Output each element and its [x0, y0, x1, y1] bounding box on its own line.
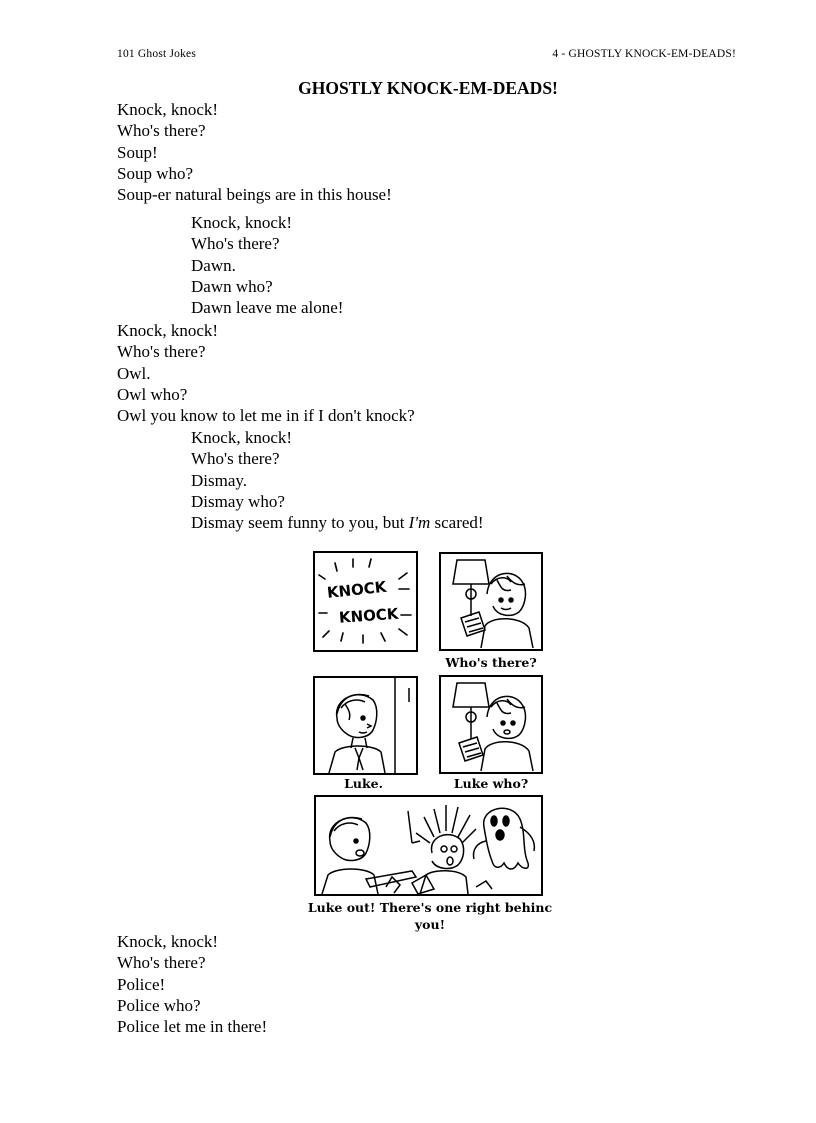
- joke-police: [117, 931, 267, 1037]
- comic-panel-visitor: [313, 676, 418, 775]
- caption-luke-out-line2: you!: [414, 917, 446, 932]
- knock-text-2: KNOCK: [338, 604, 400, 627]
- joke-line: Police who?: [117, 995, 201, 1015]
- joke-dawn: [191, 212, 343, 318]
- joke-line: Dawn who?: [191, 276, 273, 296]
- joke-line: Dawn.: [191, 255, 236, 275]
- joke-line: Knock, knock!: [117, 932, 219, 951]
- joke-line: Soup who?: [117, 163, 194, 183]
- caption-luke-out-line1: Luke out! There's one right behinc: [307, 900, 553, 915]
- knock-text-1: KNOCK: [326, 577, 388, 602]
- joke-line: Police let me in there!: [117, 1017, 268, 1037]
- caption-luke: Luke.: [344, 776, 383, 791]
- joke-line: Who's there?: [191, 234, 280, 254]
- comic-panel-ghost: [314, 795, 543, 896]
- joke-owl: [117, 320, 415, 426]
- emphasis-word: I'm: [408, 513, 431, 533]
- joke-line: Soup-er natural beings are in this house!: [117, 185, 392, 205]
- joke-line: Who's there?: [117, 953, 206, 973]
- ghost-scene-drawing: [316, 797, 541, 894]
- punchline-end: scared!: [430, 513, 484, 533]
- visitor-drawing: [315, 678, 416, 773]
- joke-line: Knock, knock!: [117, 100, 219, 119]
- joke-line: Who's there?: [117, 342, 206, 362]
- joke-line: Dismay.: [191, 470, 248, 490]
- comic-panel-reader: [439, 552, 543, 651]
- joke-punchline: [191, 512, 484, 533]
- comic-panel-reader-2: [439, 675, 543, 774]
- joke-line: Owl you know to let me in if I don't knock?: [117, 406, 415, 426]
- caption-luke-who: Luke who?: [453, 776, 529, 791]
- joke-line: Police!: [117, 974, 166, 994]
- joke-line: Dawn leave me alone!: [191, 298, 344, 318]
- comic-panel-knock: [313, 551, 418, 652]
- reader-drawing-2: [441, 677, 541, 772]
- knock-drawing: [315, 553, 416, 650]
- joke-line: Knock, knock!: [117, 321, 219, 340]
- running-header-right: 4 - GHOSTLY KNOCK-EM-DEADS!: [552, 48, 736, 60]
- joke-line: Soup!: [117, 142, 158, 162]
- caption-whos-there: Who's there?: [445, 655, 537, 670]
- page-title: GHOSTLY KNOCK-EM-DEADS!: [298, 78, 558, 98]
- joke-line: Owl.: [117, 363, 151, 383]
- joke-line: Who's there?: [191, 449, 280, 469]
- joke-line: Owl who?: [117, 384, 188, 404]
- joke-dismay: [191, 427, 484, 533]
- joke-soup: [117, 99, 392, 205]
- caption-luke-out: [300, 899, 560, 933]
- reader-drawing: [441, 554, 541, 649]
- joke-line: Dismay who?: [191, 491, 285, 511]
- running-header-left: 101 Ghost Jokes: [117, 48, 197, 60]
- joke-line: Who's there?: [117, 121, 206, 141]
- joke-line: Knock, knock!: [191, 428, 293, 447]
- joke-line: Knock, knock!: [191, 213, 293, 232]
- punchline-start: Dismay seem funny to you, but: [191, 513, 409, 533]
